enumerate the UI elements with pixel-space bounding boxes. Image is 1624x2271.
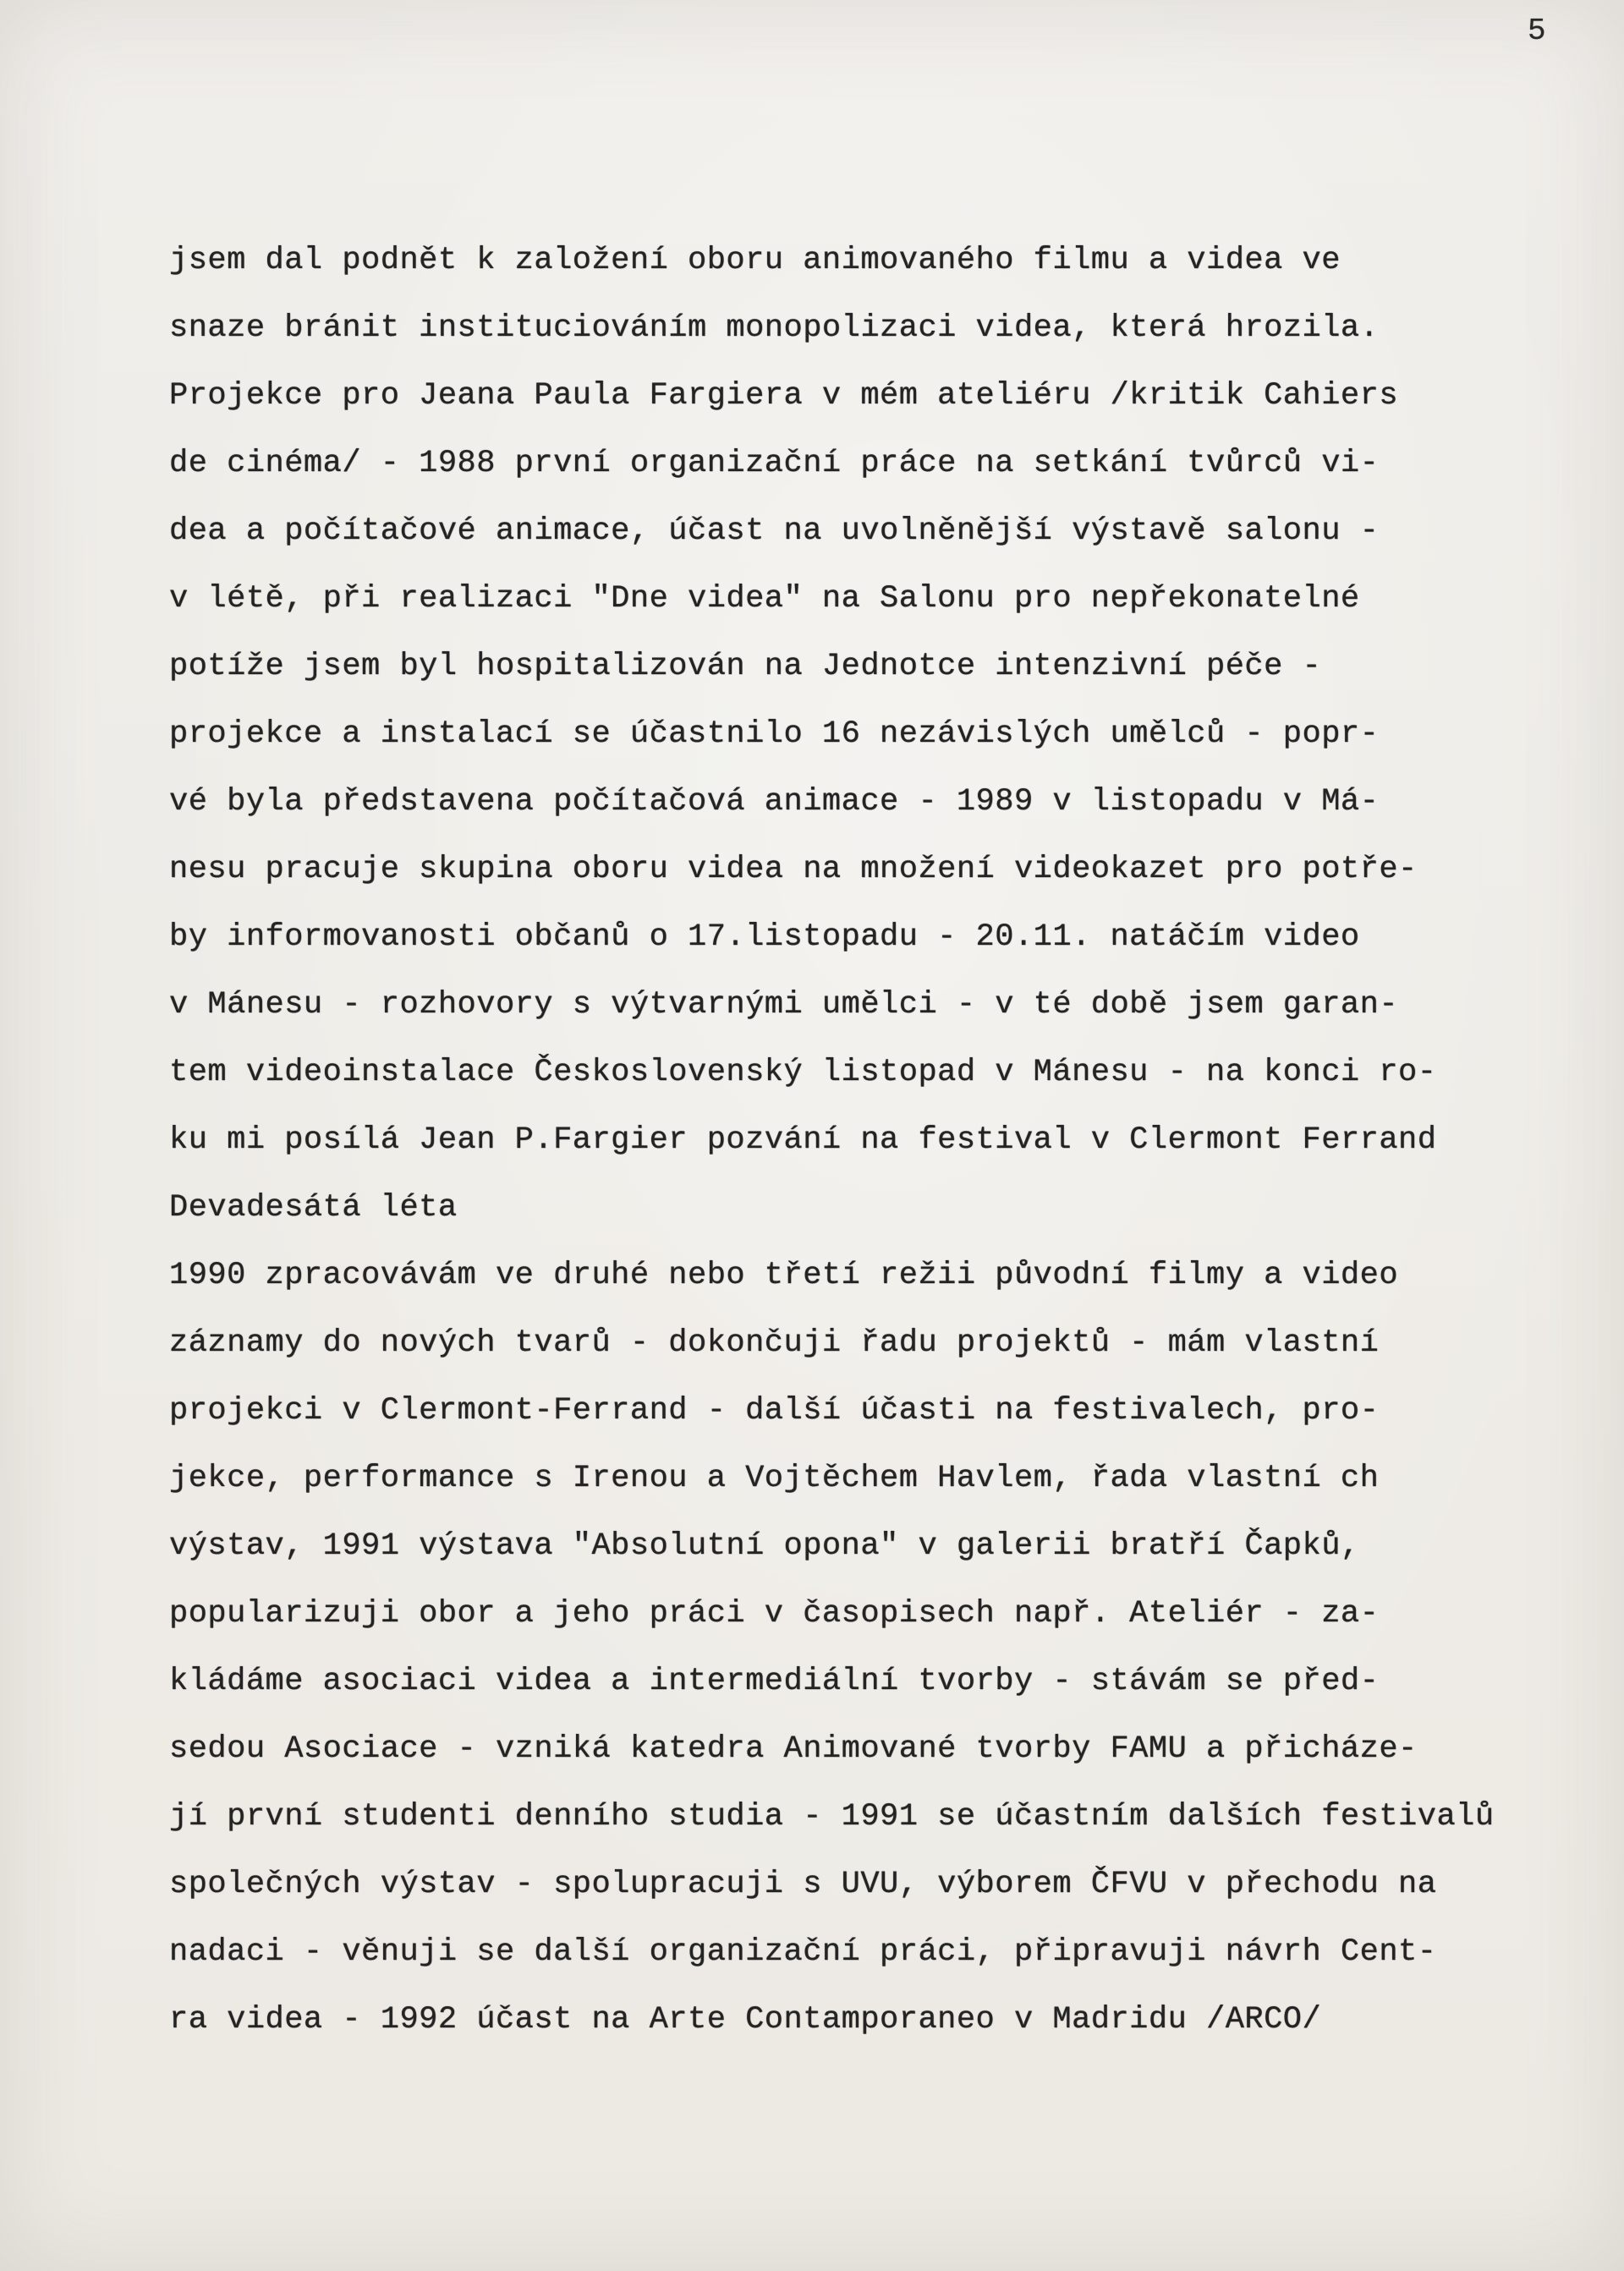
text-line: jsem dal podnět k založení oboru animovaného filmu a videa ve	[169, 243, 1341, 278]
page-number: 5	[1528, 14, 1546, 48]
text-line: snaze bránit instituciováním monopolizaci videa, která hrozila.	[169, 310, 1380, 346]
text-line: společných výstav - spolupracuji s UVU, výborem ČFVU v přechodu na	[169, 1867, 1437, 1902]
text-line: jí první studenti denního studia - 1991 se účastním dalších festivalů	[169, 1799, 1495, 1835]
text-line: jekce, performance s Irenou a Vojtěchem Havlem, řada vlastní ch	[169, 1461, 1380, 1496]
text-line: popularizuji obor a jeho práci v časopisech např. Ateliér - za-	[169, 1596, 1380, 1632]
text-line: sedou Asociace - vzniká katedra Animované tvorby FAMU a přicháze-	[169, 1731, 1418, 1767]
text-line: vé byla představena počítačová animace - 1989 v listopadu v Má-	[169, 784, 1380, 820]
text-line: by informovanosti občanů o 17.listopadu - 20.11. natáčím video	[169, 919, 1360, 955]
text-line: dea a počítačové animace, účast na uvolněnější výstavě salonu -	[169, 513, 1380, 549]
text-line: Projekce pro Jeana Paula Fargiera v mém ateliéru /kritik Cahiers	[169, 378, 1399, 414]
text-line: v létě, při realizaci "Dne videa" na Salonu pro nepřekonatelné	[169, 581, 1360, 617]
typewritten-text-block	[169, 227, 1573, 2054]
text-line: projekce a instalací se účastnilo 16 nezávislých umělců - popr-	[169, 716, 1380, 752]
text-line: záznamy do nových tvarů - dokončuji řadu projektů - mám vlastní	[169, 1325, 1380, 1361]
text-line: potíže jsem byl hospitalizován na Jednotce intenzivní péče -	[169, 649, 1322, 684]
text-line: ku mi posílá Jean P.Fargier pozvání na festival v Clermont Ferrand	[169, 1122, 1437, 1158]
text-line: 1990 zpracovávám ve druhé nebo třetí režii původní filmy a video	[169, 1258, 1399, 1293]
text-line: kládáme asociaci videa a intermediální tvorby - stávám se před-	[169, 1664, 1380, 1699]
text-line: tem videoinstalace Československý listopad v Mánesu - na konci ro-	[169, 1055, 1437, 1090]
text-line: nesu pracuje skupina oboru videa na množení videokazet pro potře-	[169, 852, 1418, 887]
text-line: výstav, 1991 výstava "Absolutní opona" v galerii bratří Čapků,	[169, 1528, 1360, 1564]
text-line: Devadesátá léta	[169, 1190, 458, 1226]
text-line: nadaci - věnuji se další organizační práci, připravuji návrh Cent-	[169, 1934, 1437, 1970]
text-line: projekci v Clermont-Ferrand - další účasti na festivalech, pro-	[169, 1393, 1380, 1429]
text-line: v Mánesu - rozhovory s výtvarnými umělci - v té době jsem garan-	[169, 987, 1399, 1023]
text-line: ra videa - 1992 účast na Arte Contamporaneo v Madridu /ARCO/	[169, 2002, 1322, 2038]
text-line: de cinéma/ - 1988 první organizační práce na setkání tvůrců vi-	[169, 446, 1380, 481]
